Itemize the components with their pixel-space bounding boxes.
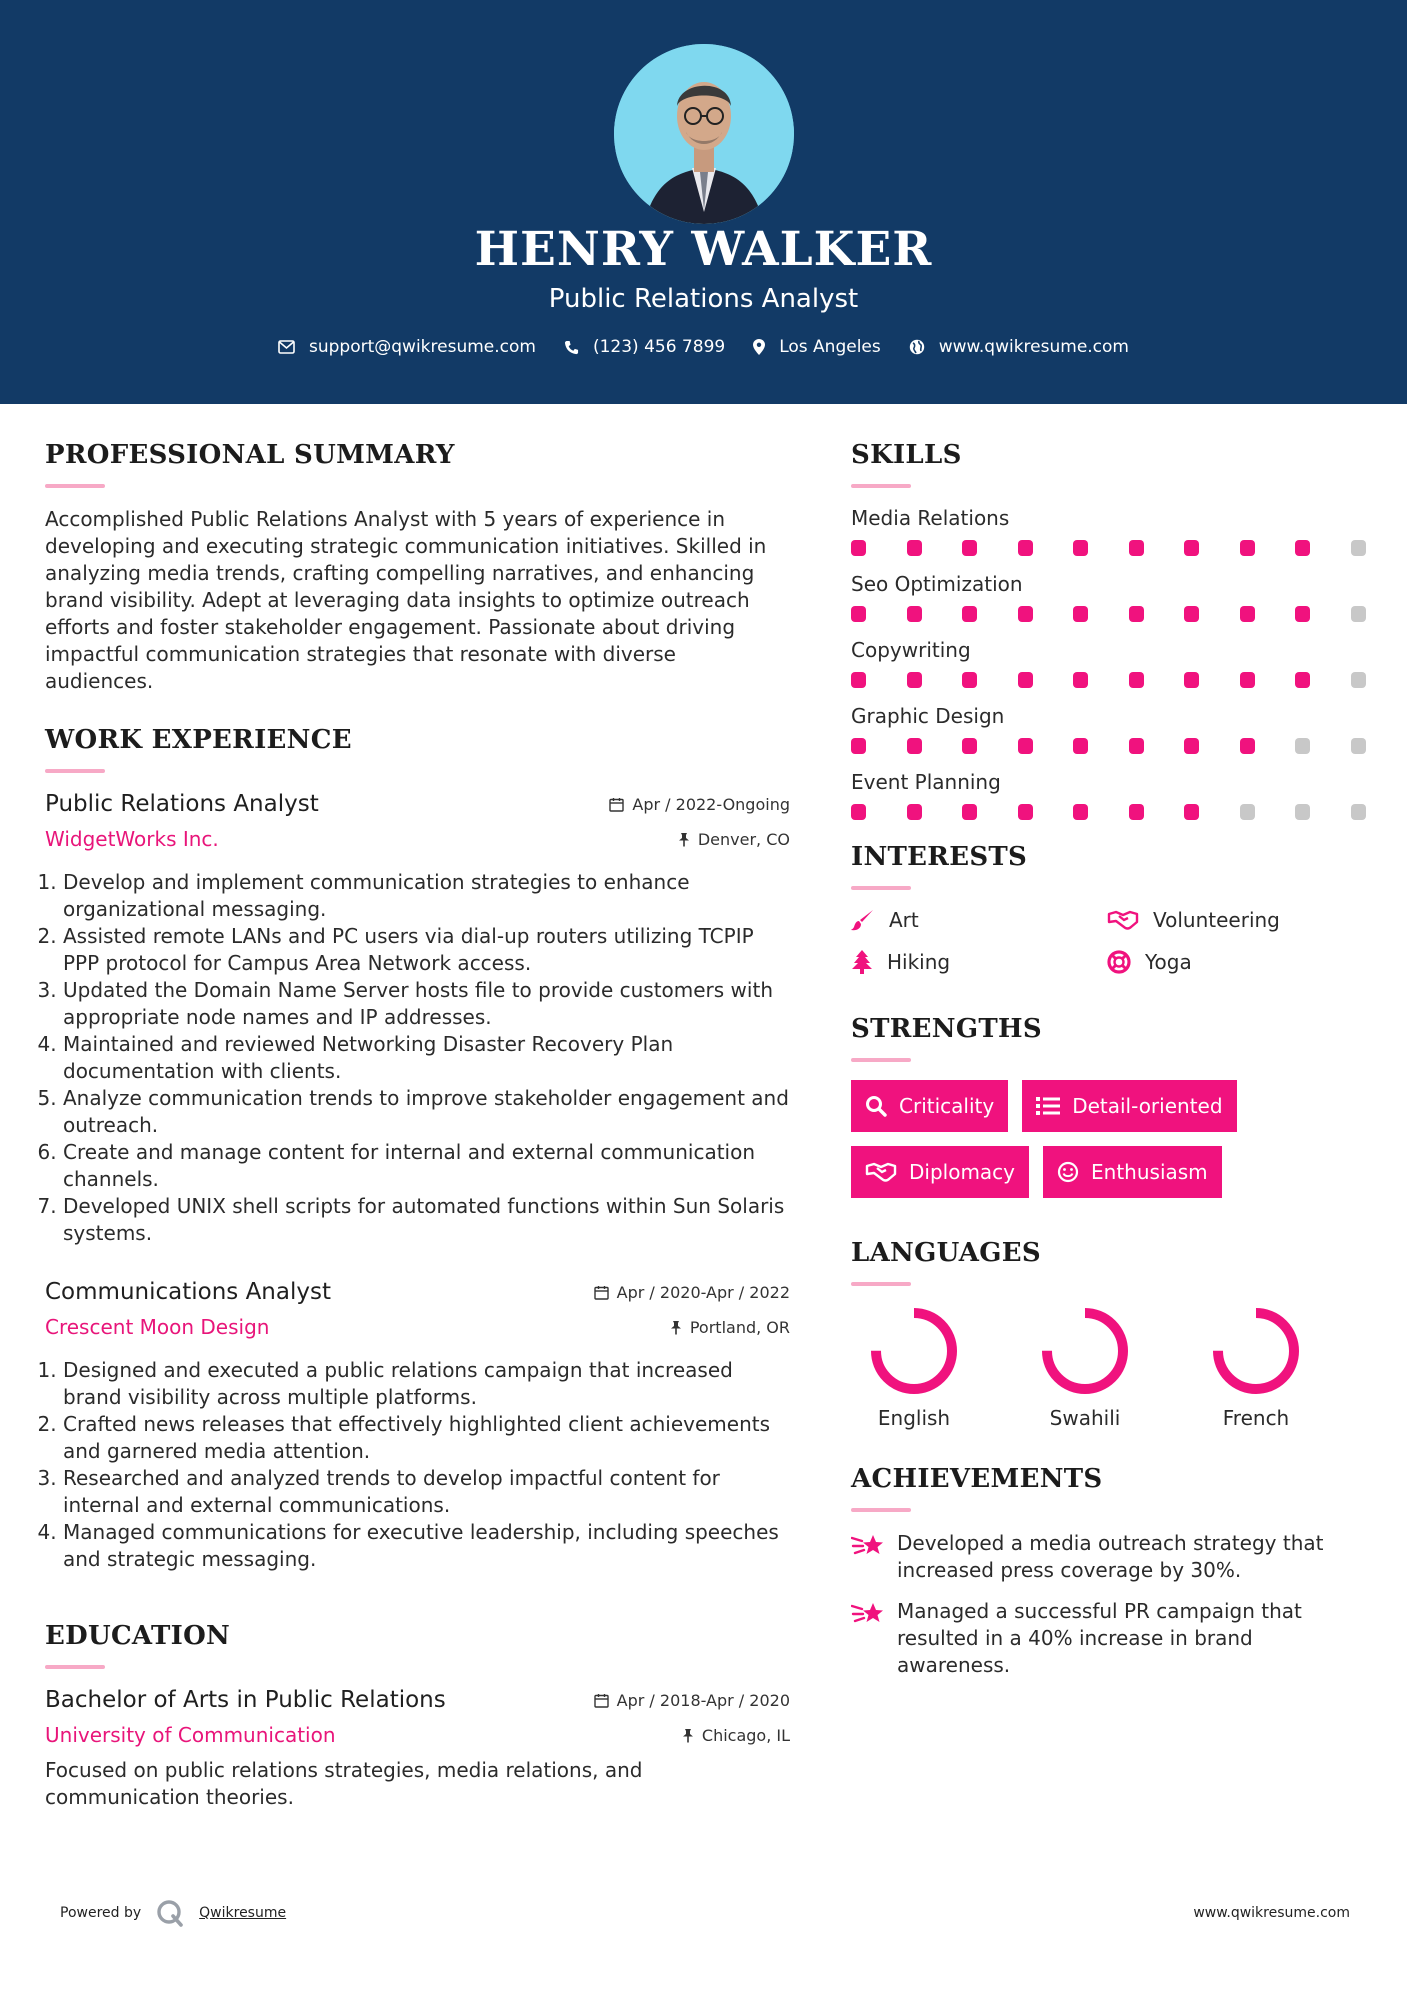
contact-location bbox=[753, 337, 881, 357]
rating-dot-filled bbox=[962, 672, 977, 688]
rating-dot-filled bbox=[1129, 804, 1144, 820]
job-bullets bbox=[45, 1357, 790, 1573]
interests-section bbox=[851, 842, 1371, 974]
section-divider bbox=[45, 484, 105, 488]
job-title-row bbox=[45, 1279, 790, 1305]
language-level-arc bbox=[1047, 1313, 1123, 1389]
rating-dot-filled bbox=[851, 804, 866, 820]
language-name: French bbox=[1222, 1406, 1290, 1430]
education-school: University of Communication bbox=[45, 1723, 336, 1747]
rating-dot-filled bbox=[1018, 804, 1033, 820]
rating-dot-filled bbox=[1295, 672, 1310, 688]
job-title: Public Relations Analyst bbox=[45, 791, 319, 817]
calendar-icon bbox=[594, 1285, 609, 1300]
list-item: 7. Developed UNIX shell scripts for automated functions within Sun Solaris systems. bbox=[63, 1193, 790, 1247]
education-section bbox=[45, 1621, 790, 1811]
language-level-arc bbox=[1218, 1313, 1294, 1389]
experience-section bbox=[45, 725, 790, 1573]
rating-dot-filled bbox=[962, 606, 977, 622]
rating-dot-filled bbox=[1073, 738, 1088, 754]
job-company-row bbox=[45, 827, 790, 851]
candidate-title: Public Relations Analyst bbox=[548, 284, 859, 314]
rating-dot-filled bbox=[1129, 672, 1144, 688]
achievements-section bbox=[851, 1464, 1371, 1679]
brand-link[interactable]: Qwikresume bbox=[199, 1905, 287, 1921]
rating-dot-empty bbox=[1240, 804, 1255, 820]
strength-tag bbox=[1043, 1146, 1222, 1198]
rating-dot-empty bbox=[1351, 540, 1366, 556]
phone-icon bbox=[564, 340, 579, 355]
strength-label: Enthusiasm bbox=[1091, 1160, 1208, 1184]
rating-dot-empty bbox=[1351, 804, 1366, 820]
job-dates bbox=[609, 795, 790, 814]
education-dates-text: Apr / 2018-Apr / 2020 bbox=[616, 1690, 790, 1710]
rating-dot-empty bbox=[1351, 738, 1366, 754]
list-item: 1. Develop and implement communication strategies to enhance organizational messaging. bbox=[63, 869, 790, 923]
section-divider bbox=[851, 484, 911, 488]
skill-rating bbox=[851, 804, 1371, 820]
interest-item bbox=[851, 950, 1107, 974]
left-column bbox=[45, 440, 790, 1811]
achievement-text: Developed a media outreach strategy that increased press coverage by 30%. bbox=[897, 1531, 1324, 1582]
rating-dot-filled bbox=[1240, 606, 1255, 622]
strengths-tags bbox=[851, 1080, 1371, 1212]
rating-dot-filled bbox=[962, 804, 977, 820]
skills-section bbox=[851, 440, 1371, 820]
skills-heading: SKILLS bbox=[851, 440, 962, 470]
job-title-row bbox=[45, 791, 790, 817]
rating-dot-filled bbox=[1184, 672, 1199, 688]
shooting-star-icon bbox=[851, 1532, 885, 1560]
globe-icon bbox=[909, 339, 925, 355]
interest-item bbox=[1107, 950, 1363, 974]
page-footer bbox=[60, 1898, 1350, 1928]
interests-grid bbox=[851, 908, 1371, 974]
strength-label: Diplomacy bbox=[909, 1160, 1016, 1184]
language-name: Swahili bbox=[1049, 1406, 1121, 1430]
qwikresume-logo-icon bbox=[155, 1898, 185, 1928]
job-dates-text: Apr / 2022-Ongoing bbox=[632, 794, 790, 814]
contact-website[interactable] bbox=[909, 337, 1129, 357]
rating-dot-empty bbox=[1351, 606, 1366, 622]
summary-heading: PROFESSIONAL SUMMARY bbox=[45, 440, 455, 470]
job-location-text: Denver, CO bbox=[697, 829, 790, 849]
language-proficiency-ring bbox=[1209, 1304, 1303, 1398]
list-item: 4. Managed communications for executive leadership, including speeches and strategic messaging. bbox=[63, 1519, 790, 1573]
list-icon bbox=[1036, 1096, 1060, 1116]
rating-dot-filled bbox=[1240, 540, 1255, 556]
language-proficiency-ring bbox=[1038, 1304, 1132, 1398]
rating-dot-filled bbox=[1073, 672, 1088, 688]
rating-dot-filled bbox=[851, 606, 866, 622]
education-title-row bbox=[45, 1687, 790, 1713]
education-heading: EDUCATION bbox=[45, 1621, 231, 1651]
pushpin-icon bbox=[678, 832, 690, 847]
tree-icon bbox=[851, 950, 873, 974]
strengths-section bbox=[851, 1014, 1371, 1212]
interest-item bbox=[851, 908, 1107, 932]
section-divider bbox=[45, 769, 105, 773]
rating-dot-filled bbox=[1240, 738, 1255, 754]
rating-dot-filled bbox=[1184, 606, 1199, 622]
section-divider bbox=[851, 1508, 911, 1512]
life-ring-icon bbox=[1107, 950, 1131, 974]
rating-dot-filled bbox=[1018, 540, 1033, 556]
shooting-star-icon bbox=[851, 1600, 885, 1628]
smile-icon bbox=[1057, 1161, 1079, 1183]
job-location-text: Portland, OR bbox=[689, 1317, 790, 1337]
education-school-row bbox=[45, 1723, 790, 1747]
language-name: English bbox=[877, 1406, 951, 1430]
pushpin-icon bbox=[670, 1320, 682, 1335]
rating-dot-filled bbox=[1184, 804, 1199, 820]
rating-dot-filled bbox=[1018, 672, 1033, 688]
skill-name: Seo Optimization bbox=[851, 572, 1023, 596]
rating-dot-filled bbox=[1295, 606, 1310, 622]
rating-dot-filled bbox=[1129, 738, 1144, 754]
rating-dot-filled bbox=[1295, 540, 1310, 556]
rating-dot-filled bbox=[907, 540, 922, 556]
job-location bbox=[670, 1318, 790, 1337]
skill-name: Copywriting bbox=[851, 638, 971, 662]
language-item bbox=[1193, 1304, 1364, 1430]
paintbrush-icon bbox=[851, 909, 875, 931]
rating-dot-empty bbox=[1351, 672, 1366, 688]
phone-text: (123) 456 7899 bbox=[592, 337, 726, 357]
map-pin-icon bbox=[753, 339, 765, 355]
contact-bar bbox=[0, 337, 1407, 357]
education-location bbox=[682, 1726, 790, 1745]
list-item: 5. Analyze communication trends to improve stakeholder engagement and outreach. bbox=[63, 1085, 790, 1139]
skill-rating bbox=[851, 672, 1371, 688]
contact-email[interactable] bbox=[278, 337, 536, 357]
strength-tag bbox=[851, 1080, 1008, 1132]
language-item bbox=[851, 1304, 1022, 1430]
profile-photo bbox=[614, 44, 794, 224]
rating-dot-filled bbox=[851, 672, 866, 688]
job-location bbox=[678, 830, 790, 849]
list-item: 3. Updated the Domain Name Server hosts file to provide customers with appropriate node names and IP addresses. bbox=[63, 977, 790, 1031]
location-text: Los Angeles bbox=[779, 337, 881, 357]
rating-dot-filled bbox=[1240, 672, 1255, 688]
calendar-icon bbox=[609, 797, 624, 812]
rating-dot-empty bbox=[1295, 738, 1310, 754]
job-company: WidgetWorks Inc. bbox=[45, 827, 219, 851]
calendar-icon bbox=[594, 1693, 609, 1708]
resume-header bbox=[0, 0, 1407, 404]
job-entry bbox=[45, 791, 790, 1247]
list-item: 6. Create and manage content for internal and external communication channels. bbox=[63, 1139, 790, 1193]
rating-dot-empty bbox=[1295, 804, 1310, 820]
list-item: 4. Maintained and reviewed Networking Disaster Recovery Plan documentation with clients. bbox=[63, 1031, 790, 1085]
section-divider bbox=[851, 886, 911, 890]
rating-dot-filled bbox=[851, 738, 866, 754]
achievement-item bbox=[851, 1598, 1371, 1679]
skill-rating bbox=[851, 606, 1371, 622]
handshake-icon bbox=[1107, 909, 1139, 931]
job-company: Crescent Moon Design bbox=[45, 1315, 270, 1339]
job-dates-text: Apr / 2020-Apr / 2022 bbox=[616, 1282, 790, 1302]
candidate-name: HENRY WALKER bbox=[474, 222, 933, 277]
rating-dot-filled bbox=[907, 738, 922, 754]
rating-dot-filled bbox=[1129, 606, 1144, 622]
rating-dot-filled bbox=[1018, 738, 1033, 754]
job-entry bbox=[45, 1279, 790, 1573]
interest-label: Volunteering bbox=[1153, 908, 1280, 932]
skill-name: Event Planning bbox=[851, 770, 1001, 794]
envelope-icon bbox=[278, 340, 295, 354]
rating-dot-filled bbox=[962, 540, 977, 556]
rating-dot-filled bbox=[851, 540, 866, 556]
rating-dot-filled bbox=[907, 804, 922, 820]
experience-heading: WORK EXPERIENCE bbox=[45, 725, 352, 755]
pushpin-icon bbox=[682, 1728, 694, 1743]
achievement-text: Managed a successful PR campaign that resulted in a 40% increase in brand awareness. bbox=[897, 1599, 1302, 1677]
list-item: 3. Researched and analyzed trends to develop impactful content for internal and external communications. bbox=[63, 1465, 790, 1519]
interest-label: Yoga bbox=[1145, 950, 1192, 974]
handshake-icon bbox=[865, 1161, 897, 1183]
section-divider bbox=[851, 1282, 911, 1286]
powered-by bbox=[60, 1898, 286, 1928]
job-company-row bbox=[45, 1315, 790, 1339]
list-item: 2. Assisted remote LANs and PC users via dial-up routers utilizing TCPIP PPP protocol for Campus Area Network access. bbox=[63, 923, 790, 977]
list-item: 2. Crafted news releases that effectively highlighted client achievements and garnered media attention. bbox=[63, 1411, 790, 1465]
interests-heading: INTERESTS bbox=[851, 842, 1028, 872]
contact-phone[interactable] bbox=[564, 337, 725, 357]
interest-label: Hiking bbox=[887, 950, 951, 974]
job-dates bbox=[594, 1283, 790, 1302]
language-proficiency-ring bbox=[867, 1304, 961, 1398]
right-column bbox=[851, 440, 1371, 1693]
languages-section bbox=[851, 1238, 1371, 1430]
language-item bbox=[1022, 1304, 1193, 1430]
education-description: Focused on public relations strategies, media relations, and communication theories. bbox=[45, 1758, 643, 1809]
summary-section bbox=[45, 440, 790, 695]
strength-tag bbox=[1022, 1080, 1236, 1132]
interest-item bbox=[1107, 908, 1363, 932]
skill-name: Graphic Design bbox=[851, 704, 1005, 728]
skills-list bbox=[851, 506, 1371, 820]
section-divider bbox=[45, 1665, 105, 1669]
job-bullets bbox=[45, 869, 790, 1247]
website-text: www.qwikresume.com bbox=[938, 337, 1129, 357]
strength-tag bbox=[851, 1146, 1029, 1198]
email-text: support@qwikresume.com bbox=[309, 337, 536, 357]
rating-dot-filled bbox=[962, 738, 977, 754]
search-icon bbox=[865, 1095, 887, 1117]
summary-text: Accomplished Public Relations Analyst with 5 years of experience in developing and executing strategic communication initiatives. Skilled in analyzing media trends, crafting compelling narratives, and enhancing brand visibility. Adept at leveraging data insights to optimize outreach efforts and foster stakeholder engagement. Passionate about driving impactful communication strategies that resonate with diverse audiences. bbox=[45, 507, 767, 693]
languages-list bbox=[851, 1304, 1371, 1430]
skill-rating bbox=[851, 738, 1371, 754]
strength-label: Detail-oriented bbox=[1072, 1094, 1223, 1118]
footer-website[interactable]: www.qwikresume.com bbox=[1193, 1905, 1350, 1921]
achievements-heading: ACHIEVEMENTS bbox=[851, 1464, 1103, 1494]
rating-dot-filled bbox=[1018, 606, 1033, 622]
skill-name: Media Relations bbox=[851, 506, 1010, 530]
rating-dot-filled bbox=[1073, 804, 1088, 820]
languages-heading: LANGUAGES bbox=[851, 1238, 1041, 1268]
achievement-item bbox=[851, 1530, 1371, 1584]
strengths-heading: STRENGTHS bbox=[851, 1014, 1042, 1044]
education-dates bbox=[594, 1691, 790, 1710]
rating-dot-filled bbox=[907, 606, 922, 622]
education-location-text: Chicago, IL bbox=[701, 1725, 790, 1745]
rating-dot-filled bbox=[907, 672, 922, 688]
rating-dot-filled bbox=[1184, 738, 1199, 754]
job-title: Communications Analyst bbox=[45, 1279, 331, 1305]
interest-label: Art bbox=[889, 908, 919, 932]
section-divider bbox=[851, 1058, 911, 1062]
strength-label: Criticality bbox=[899, 1094, 995, 1118]
person-avatar-icon bbox=[614, 44, 794, 224]
powered-by-text: Powered by bbox=[60, 1905, 142, 1921]
education-degree: Bachelor of Arts in Public Relations bbox=[45, 1687, 446, 1713]
skill-rating bbox=[851, 540, 1371, 556]
rating-dot-filled bbox=[1184, 540, 1199, 556]
rating-dot-filled bbox=[1073, 606, 1088, 622]
rating-dot-filled bbox=[1073, 540, 1088, 556]
rating-dot-filled bbox=[1129, 540, 1144, 556]
language-level-arc bbox=[876, 1313, 952, 1389]
list-item: 1. Designed and executed a public relations campaign that increased brand visibility across multiple platforms. bbox=[63, 1357, 790, 1411]
